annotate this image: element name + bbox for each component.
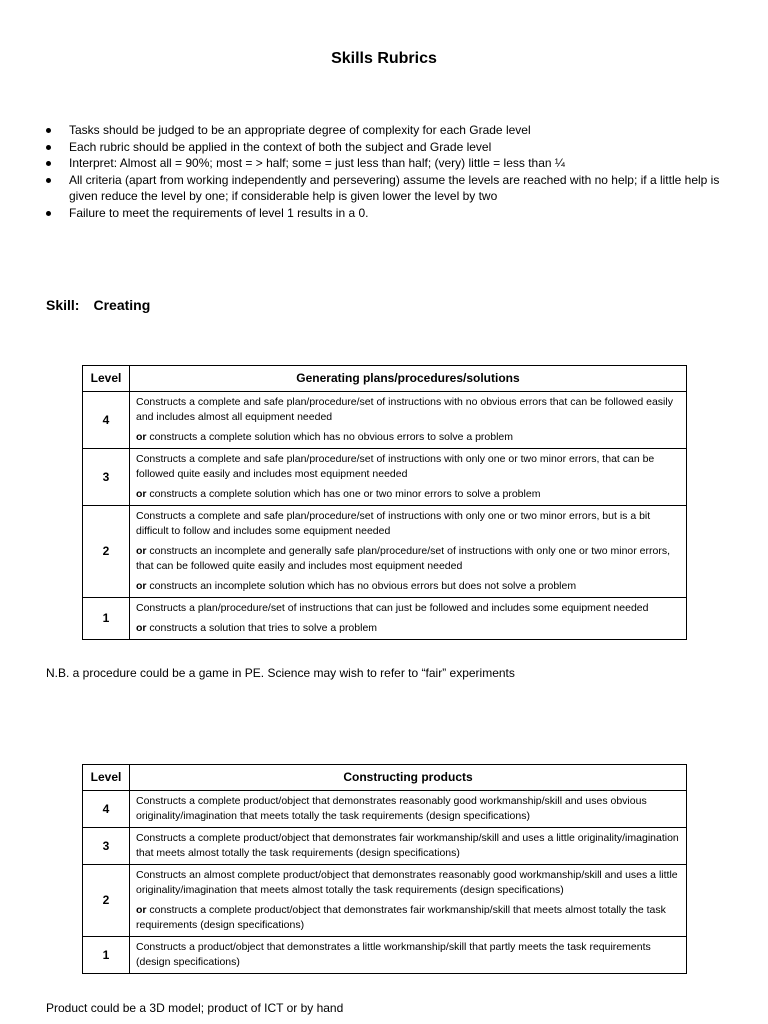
guideline-item: Tasks should be judged to be an appropriate degree of complexity for each Grade level <box>46 122 726 139</box>
level-cell: 1 <box>83 937 130 974</box>
description-cell: Constructs a plan/procedure/set of instructions that can just be followed and includes some equipment needed or constructs a solution that tries to solve a problem <box>130 598 687 640</box>
level-cell: 3 <box>83 828 130 865</box>
table-row <box>83 392 687 449</box>
column-header-criteria: Constructing products <box>130 765 687 791</box>
skill-label: Skill: <box>46 297 80 313</box>
column-header-level: Level <box>83 366 130 392</box>
level-cell: 4 <box>83 791 130 828</box>
table-note: Product could be a 3D model; product of ICT or by hand <box>46 1001 344 1015</box>
level-cell: 4 <box>83 392 130 449</box>
description-cell: Constructs a complete product/object that demonstrates fair workmanship/skill and uses a little originality/imagination that meets almost totally the task requirements (design specifications) <box>130 828 687 865</box>
description-cell: Constructs a complete and safe plan/procedure/set of instructions with only one or two minor errors, but is a bit difficult to follow and includes some equipment needed or constructs an incomplete and generally safe plan/procedure/set of instructions with only one or two minor errors, that can be followed quite easily and includes most equipment needed or constructs an incomplete solution which has no obvious errors but does not solve a problem <box>130 506 687 598</box>
table-header-row <box>83 765 687 791</box>
table-row <box>83 791 687 828</box>
table-note: N.B. a procedure could be a game in PE. Science may wish to refer to “fair” experiments <box>46 666 515 680</box>
table-row <box>83 598 687 640</box>
level-cell: 2 <box>83 865 130 937</box>
rubric-table-plans <box>82 365 687 640</box>
column-header-criteria: Generating plans/procedures/solutions <box>130 366 687 392</box>
page-title: Skills Rubrics <box>331 50 437 67</box>
guidelines-list <box>46 122 726 221</box>
table-header-row <box>83 366 687 392</box>
description-cell: Constructs a complete and safe plan/procedure/set of instructions with only one or two minor errors, that can be followed quite easily and includes most equipment needed or constructs a complete solution which has one or two minor errors to solve a problem <box>130 449 687 506</box>
description-cell: Constructs a complete product/object that demonstrates reasonably good workmanship/skill and uses obvious originality/imagination that meets totally the task requirements (design specifications) <box>130 791 687 828</box>
table-row <box>83 937 687 974</box>
table-row <box>83 865 687 937</box>
table-row <box>83 449 687 506</box>
level-cell: 1 <box>83 598 130 640</box>
description-cell: Constructs a complete and safe plan/procedure/set of instructions with no obvious errors that can be followed easily and includes almost all equipment needed or constructs a complete solution which has no obvious errors to solve a problem <box>130 392 687 449</box>
description-cell: Constructs a product/object that demonstrates a little workmanship/skill that partly meets the task requirements (design specifications) <box>130 937 687 974</box>
skill-heading <box>46 297 150 313</box>
bullet-icon <box>46 161 51 166</box>
level-cell: 2 <box>83 506 130 598</box>
bullet-icon <box>46 145 51 150</box>
table-row <box>83 506 687 598</box>
column-header-level: Level <box>83 765 130 791</box>
guideline-item: Each rubric should be applied in the context of both the subject and Grade level <box>46 139 726 156</box>
guideline-item: All criteria (apart from working independently and persevering) assume the levels are reached with no help; if a little help is given reduce the level by one; if considerable help is given lower the level by two <box>46 172 726 205</box>
bullet-icon <box>46 211 51 216</box>
skill-name: Creating <box>93 297 151 313</box>
level-cell: 3 <box>83 449 130 506</box>
description-cell: Constructs an almost complete product/object that demonstrates reasonably good workmanship/skill and uses a little originality/imagination that meets almost totally the task requirements (design specifications) or constructs a complete product/object that demonstrates fair workmanship/skill that meets almost totally the task requirements (design specifications) <box>130 865 687 937</box>
table-row <box>83 828 687 865</box>
guideline-item: Interpret: Almost all = 90%; most = > half; some = just less than half; (very) little = less than ¼ <box>46 155 726 172</box>
guideline-item: Failure to meet the requirements of level 1 results in a 0. <box>46 205 726 222</box>
bullet-icon <box>46 178 51 183</box>
bullet-icon <box>46 128 51 133</box>
rubric-table-products <box>82 764 687 974</box>
